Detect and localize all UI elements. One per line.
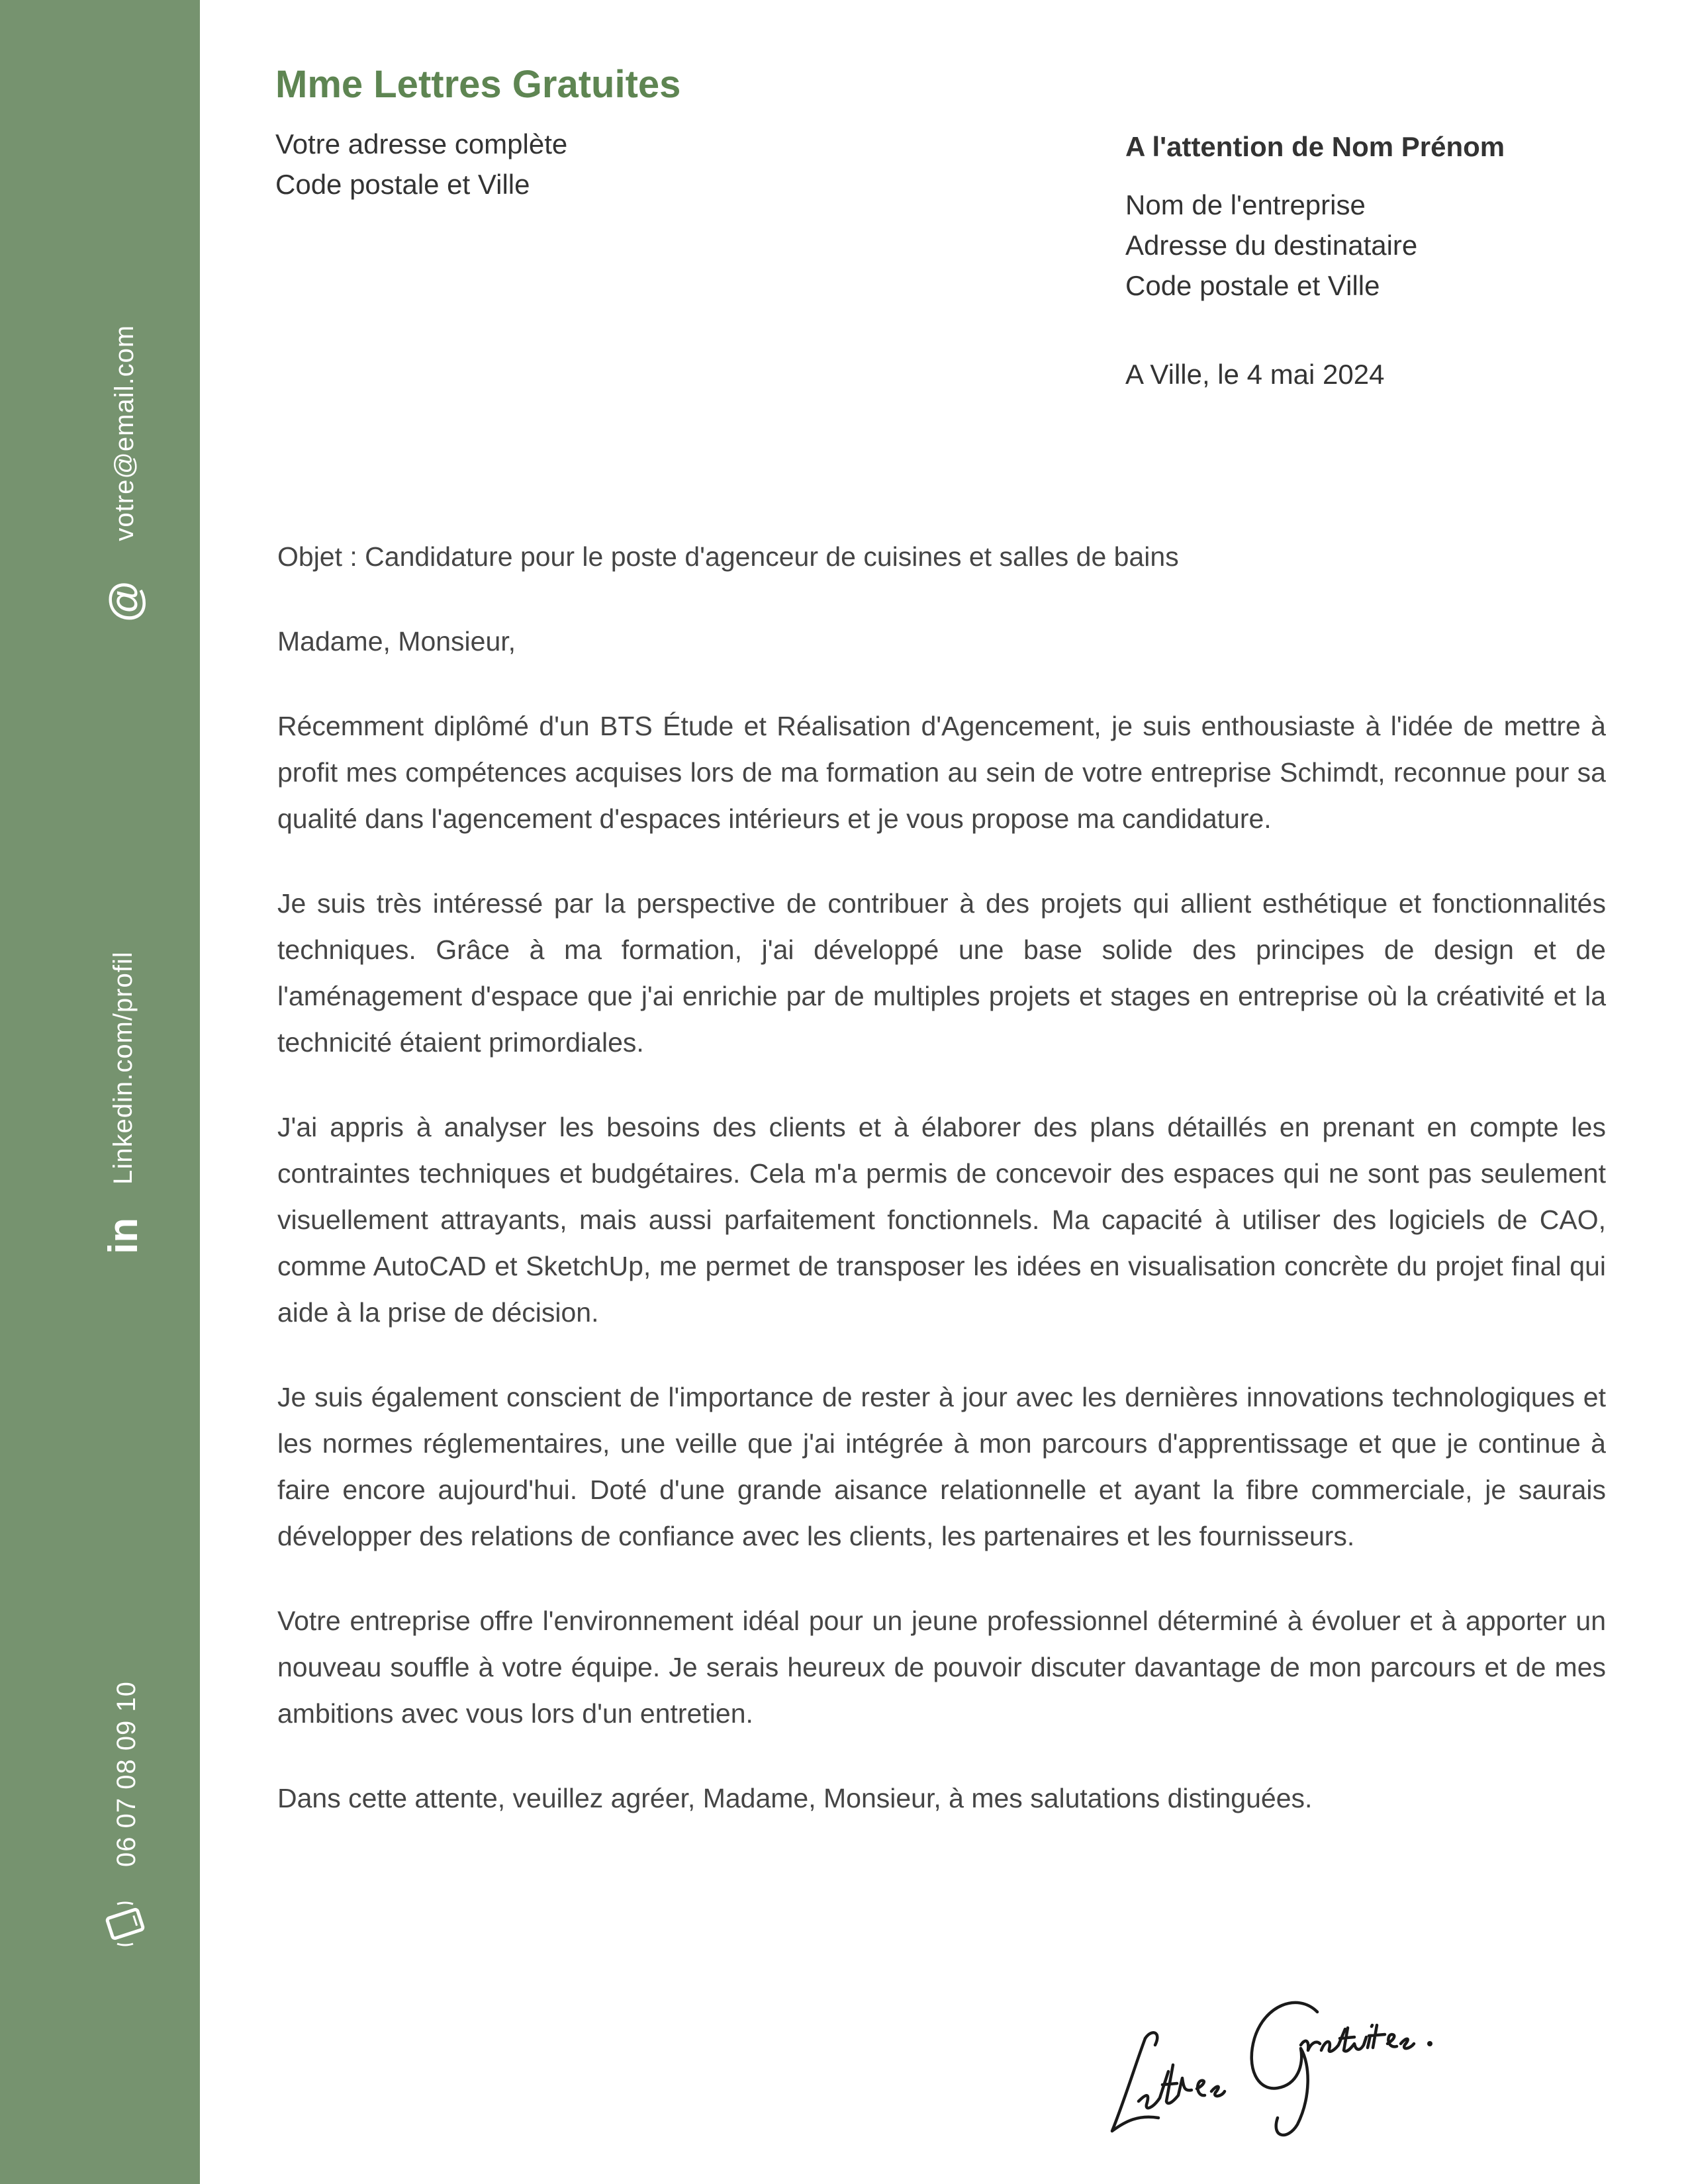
recipient-city: Code postale et Ville: [1125, 270, 1380, 301]
letter-closing: Dans cette attente, veuillez agréer, Madame, Monsieur, à mes salutations distinguées.: [277, 1783, 1313, 1813]
recipient-address: Adresse du destinataire: [1125, 230, 1418, 261]
at-icon: @: [101, 580, 148, 622]
phone-contact: [100, 1681, 154, 1949]
letter-body: [277, 533, 1606, 1860]
letter-subject: Objet : Candidature pour le poste d'agenceur de cuisines et salles de bains: [277, 541, 1179, 572]
email-text[interactable]: votre@email.com: [109, 324, 139, 541]
letter-paragraph: Je suis très intéressé par la perspective de contribuer à des projets qui allient esthétique et fonctionnalités techniques. Grâce à ma formation, j'ai développé une base solide des principes de design et de l'aménagement d'espace que j'ai enrichie par de multiples projets et stages en entreprise où la créativité et la technicité étaient primordiales.: [277, 888, 1606, 1058]
handwritten-signature: [1099, 1966, 1496, 2144]
sender-city: Code postale et Ville: [275, 169, 530, 200]
phone-text[interactable]: 06 07 08 09 10: [112, 1681, 141, 1867]
email-contact: [100, 325, 149, 622]
letter-paragraph: J'ai appris à analyser les besoins des clients et à élaborer des plans détaillés en prenant en compte les contraintes techniques et budgétaires. Cela m'a permis de concevoir des espaces qui ne sont pas seulement visuellement attrayants, mais aussi parfaitement fonctionnels. Ma capacité à utiliser des logiciels de CAO, comme AutoCAD et SketchUp, me permet de transposer les idées en visualisation concrète du projet final qui aide à la prise de décision.: [277, 1112, 1606, 1328]
sender-address: Votre adresse complète: [275, 128, 568, 159]
recipient-company: Nom de l'entreprise: [1125, 189, 1366, 220]
linkedin-icon: in: [101, 1217, 146, 1254]
linkedin-text[interactable]: Linkedin.com/profil: [109, 951, 138, 1185]
contact-sidebar: [0, 0, 200, 2184]
linkedin-contact: [100, 951, 147, 1254]
recipient-attention: A l'attention de Nom Prénom: [1125, 131, 1505, 162]
phone-icon: [100, 1899, 154, 1949]
letter-paragraph: Je suis également conscient de l'importance de rester à jour avec les dernières innovations technologiques et les normes réglementaires, une veille que j'ai intégrée à mon parcours d'apprentissage et que je continue à faire encore aujourd'hui. Doté d'une grande aisance relationnelle et ayant la fibre commerciale, je saurais développer des relations de confiance avec les clients, les partenaires et les fournisseurs.: [277, 1382, 1606, 1551]
letter-salutation: Madame, Monsieur,: [277, 626, 516, 657]
letter-paragraph: Récemment diplômé d'un BTS Étude et Réalisation d'Agencement, je suis enthousiaste à l'idée de mettre à profit mes compétences acquises lors de ma formation au sein de votre entreprise Schimdt, reconnue pour sa qualité dans l'agencement d'espaces intérieurs et je vous propose ma candidature.: [277, 711, 1606, 834]
letter-paragraph: Votre entreprise offre l'environnement idéal pour un jeune professionnel déterminé à évoluer et à apporter un nouveau souffle à votre équipe. Je serais heureux de pouvoir discuter davantage de mon parcours et de mes ambitions avec vous lors d'un entretien.: [277, 1606, 1606, 1729]
letter-date: A Ville, le 4 mai 2024: [1125, 359, 1385, 390]
sender-name: Mme Lettres Gratuites: [275, 63, 681, 106]
